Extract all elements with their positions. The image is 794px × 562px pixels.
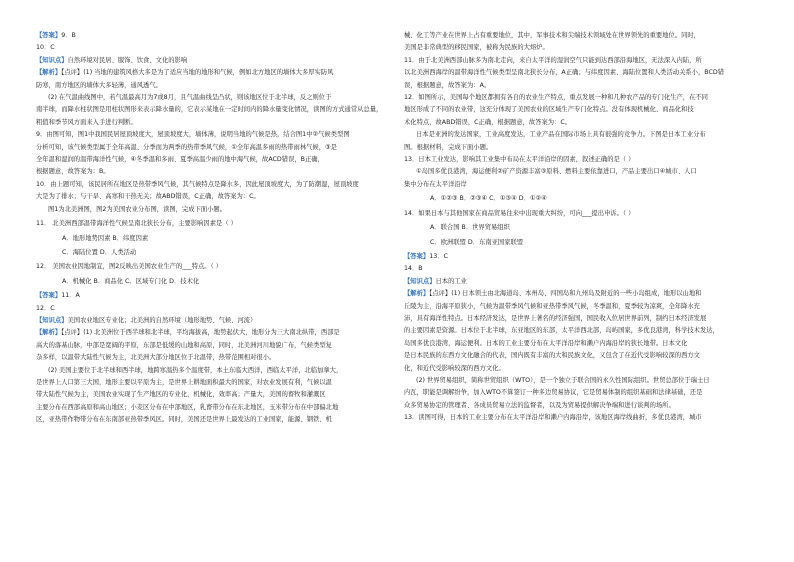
line-text: 岛国多优良港湾，海运便利。日本的工业主要分布在太平洋沿岸和濑户内海沿岸的狭长地带。日本文化 [404, 339, 688, 347]
line-text: 9．B [61, 32, 76, 39]
text-line [404, 67, 768, 79]
line-text: 图。根据材料，完成下面小题。 [404, 143, 493, 151]
text-line [36, 204, 400, 216]
text-line [36, 303, 400, 315]
line-text: A．机械化 B．商品化 C．区域专门化 D．技术化 [62, 277, 200, 285]
section-tag: 【解析】 [404, 290, 430, 298]
text-line [404, 208, 768, 220]
line-text: (2) 在气温曲线图中，若气温最高月为7或8月，且气温曲线呈凸状，则该地区位于北半球，反之则位于 [48, 94, 332, 102]
line-text: 集中分布在太平洋沿岸 [404, 180, 467, 188]
line-text: 防寒，南方地区的墙体大多轻薄，通风透气。 [36, 81, 162, 89]
text-line [36, 276, 400, 288]
section-tag: 【知识点】 [404, 277, 436, 285]
line-text: 众多贸易协定的管理者、各成员贸易立法的监督者，以及为贸易提供解决争端和进行谈判的场所。 [404, 401, 675, 409]
text-line [36, 30, 400, 42]
text-line [404, 301, 768, 313]
text-line [36, 290, 400, 302]
line-text: A．地形地势因素 B．纬度因素 [62, 234, 149, 242]
line-text: 14．如果日本与其他国家在商品贸易往来中出现重大纠纷，可向___提出申诉。（ ） [404, 209, 635, 217]
text-line [404, 288, 768, 300]
section-tag: 【解析】 [36, 329, 62, 337]
text-line [404, 42, 768, 54]
text-line [404, 313, 768, 325]
line-text: 丘陵为主，沿海平原狭小，气候为温带季风气候和亚热带季风气候，冬季温和，夏季较为凉爽，全年降水充 [404, 302, 700, 310]
text-line [404, 30, 768, 42]
line-text: 的主要因素是资源。日本位于北半球，东亚地区的东部，太平洋西北部，岛屿国家，多优良港湾，科学技术发达， [404, 327, 719, 335]
line-text: 日本是亚洲的发达国家，工业高度发达，工业产品在国际市场上具有很强的竞争力。下图是日本工业分布 [416, 131, 706, 139]
right-column [404, 30, 768, 558]
text-line [404, 237, 768, 249]
line-text: 沛，具有海洋性特点。日本经济发达，是世界上著名的经济强国，国民收入位居世界前列，制约日本经济发展 [404, 314, 707, 322]
text-line [404, 117, 768, 129]
text-line [36, 104, 400, 116]
line-text: 带大陆性气候为主，美国农业实现了生产地区的专业化，机械化，效率高；产量大，美国的畜牧和灌溉区 [36, 391, 326, 399]
text-line [404, 400, 768, 412]
text-line [404, 375, 768, 387]
line-text: (2) 美国主要位于北半球和西半球，地跨寒温热多个温度带，本土东临大西洋，西临太平洋，北临加拿大， [48, 366, 343, 374]
text-line [404, 363, 768, 375]
text-line [404, 325, 768, 337]
text-line [404, 55, 768, 67]
line-text: 10．C [36, 44, 55, 52]
text-line [404, 179, 768, 191]
line-text: 误，根据题意，故答案为：A。 [404, 81, 491, 89]
line-text: 11．由于北美洲西部山脉多为南北走向，来自太平洋的湿润空气只能到达西部沿海地区，无法深入内陆，所 [404, 56, 702, 64]
text-line [36, 377, 400, 389]
line-text: 14．B [404, 265, 423, 273]
text-line [36, 92, 400, 104]
line-text: (2) 世界贸易组织，简称世贸组织（WTO），是一个独立于联合国的永久性国际组织。世贸总部位于瑞士日 [416, 376, 710, 384]
line-text: 13．日本工业发达，影响其工业集中布局在太平洋沿岸的因素，叙述正确的是（ ） [404, 156, 635, 164]
text-line [36, 327, 400, 339]
line-text: 【点评】(1) 北美洲位于西半球和北半球，平均海拔高，地势起伏大，地形分为三大南北纵带，西部是 [61, 329, 340, 337]
line-text: 日本的工业 [435, 277, 467, 285]
text-line [36, 261, 400, 273]
text-line [404, 263, 768, 275]
line-text: 10．由上题可知，该民居所在地区是热带季风气候，其气候特点是降水多，因此屋顶坡度大，为了防潮湿，屋顶坡度 [36, 180, 359, 188]
line-text: 根据题意，故答案为：B。 [36, 168, 110, 176]
line-text: 11． 北美洲西部温带海洋性气候呈南北狭长分布，主要影响因素是（ ） [36, 220, 237, 228]
section-tag: 【答案】 [36, 292, 62, 300]
text-line [404, 129, 768, 141]
text-line [36, 117, 400, 129]
line-text: 主要分布在西部高原和高山地区；小麦区分布在中部地区，乳畜带分布在东北地区，玉米带分布在中部偏北地 [36, 403, 339, 411]
text-line [36, 402, 400, 414]
text-line [404, 276, 768, 288]
line-text: 高大的落基山脉，中部是宽阔的平原，东部是低缓的山地和高原，同时，北美洲河川地貌广布，气候类型复 [36, 341, 332, 349]
text-line [36, 55, 400, 67]
section-tag: 【答案】 [404, 252, 430, 260]
text-line [404, 387, 768, 399]
text-line [36, 218, 400, 230]
line-text: 是日本民族的东西方文化融合的代表，国内既有丰富的大和民族文化，又包含了在近代受影响较深的西方文 [404, 352, 700, 360]
text-line [36, 365, 400, 377]
left-column [36, 30, 400, 558]
text-line [36, 233, 400, 245]
line-text: 化，和近代受影响较深的西方文化。 [404, 364, 505, 372]
text-line [404, 92, 768, 104]
line-text: 粗值和季节风方面来入手进行判断。 [36, 118, 137, 126]
line-text: C．欧洲联盟 D．东南亚国家联盟 [430, 238, 524, 246]
line-text: 12．如图所示，美国每个地区都拥有各自的农业生产特点，重点发展一种和几种农产品的专门化生产，在不同 [404, 94, 708, 102]
text-line [36, 340, 400, 352]
line-text: 全年温和湿润的温带海洋性气候，④冬季温和多雨、夏季高温少雨的地中海气候，故ACD错误，B正确， [36, 156, 324, 164]
line-text: 大是为了排水；与干旱、高寒和干热无关；故ABD错误，C正确，故答案为：C。 [36, 193, 260, 201]
line-text: 9．由图可知，图1中我国民居屋顶坡度大，屋顶坡度大，墙体薄，说明当地的气候是热，结合图1中②气候类型图 [36, 131, 350, 139]
text-line [404, 193, 768, 205]
text-line [404, 166, 768, 178]
text-line [36, 129, 400, 141]
text-line [404, 154, 768, 166]
line-text: ①岛国多优良港湾，海运便利②矿产资源丰富③原料、燃料主要依靠进口，产品主要出口④城市、人口 [416, 168, 697, 176]
section-tag: 【答案】 [36, 32, 62, 39]
text-line [36, 389, 400, 401]
line-text: 图1为北美洲图，图2为美国农业分布图，读图，完成下面小题。 [48, 205, 227, 213]
text-line [36, 352, 400, 364]
line-text: C．海陆位置 D．人类活动 [62, 248, 137, 256]
text-line [404, 251, 768, 263]
text-line [404, 412, 768, 424]
text-line [36, 191, 400, 203]
text-line [404, 104, 768, 116]
text-line [36, 315, 400, 327]
line-text: 11．A [61, 292, 80, 300]
line-text: A．联合国 B．世界贸易组织 [430, 224, 510, 232]
line-text: 【点评】(1) 日本领土由北海道岛、本州岛、四国岛和九州岛及附近的一些小岛组成，地形以山地和 [429, 290, 702, 298]
line-text: 13．C [429, 252, 448, 260]
line-text: 内瓦，职能是调解纷争，加入WTO不算签订一种多边贸易协议，它是贸易体制的组织基础和法律基础，还是 [404, 389, 703, 397]
text-line [36, 42, 400, 54]
line-text: 区，亚热带作物带分布在东南部亚热带季风区。同时，美国还是世界上最发达的工业国家，能源、钢铁、机 [36, 416, 332, 424]
line-text: 美国农业地区专业化；北美洲的自然环境（地形地势、气候、河流） [67, 316, 257, 324]
line-text: 械、化工等产业在世界上占有重要地位，其中，军事技术和尖端技术领域处在世界领先的重要地位。同时， [404, 32, 700, 39]
text-line [404, 142, 768, 154]
text-line [36, 414, 400, 426]
line-text: 自然环境对民居、服饰、饮食、文化的影响 [67, 56, 188, 64]
text-line [404, 222, 768, 234]
line-text: 12． 美国农业因地制宜，图2反映出美国农业生产的___特点。（ ） [36, 263, 223, 271]
line-text: 以北美洲西海岸的温带海洋性气候类型呈南北狭长分布，A正确；与纬度因素、海陆位置和人类活动关系小，BCD错 [404, 69, 725, 77]
text-line [36, 80, 400, 92]
text-line [36, 247, 400, 259]
text-line [36, 142, 400, 154]
section-tag: 【知识点】 [36, 316, 68, 324]
line-text: 南半球，而降水柱状图是用柱状图形来表示降水量的，它表示某地在一定时间内的降水量变化情况，读图的方式通常从总量， [36, 106, 383, 114]
line-text: 是世界上人口第三大国，地形主要以平原为主，是世界上耕地面积最大的国家，对农业发展有利，气候以温 [36, 378, 332, 386]
line-text: 地区形成了不同的农业带，这充分体现了美国农业的区域生产专门化特点。没有体现机械化、商品化和技 [404, 106, 694, 114]
line-text: A．①②③ B．②③④ C．①③④ D．①②④ [430, 195, 547, 203]
section-tag: 【知识点】 [36, 56, 68, 64]
line-text: 【点评】(1) 当地的建筑风格大多是为了适应当地的地形和气候，例如北方地区的墙体大多厚实防风 [61, 69, 334, 77]
line-text: 术化特点，故ABD错误，C正确，根据题意，故答案为：C。 [404, 118, 572, 126]
text-line [36, 67, 400, 79]
text-line [36, 154, 400, 166]
line-text: 分析可知，该气候类型属于全年高温、分季而为两季的热带季风气候，①全年高温多雨的热带雨林气候，③是 [36, 143, 337, 151]
text-line [404, 338, 768, 350]
text-line [36, 179, 400, 191]
line-text: 美国是非常典型的移民国家，被称为民族的大熔炉。 [404, 44, 549, 52]
line-text: 杂多样，以温带大陆性气候为主，北美洲大部分地区位于北温带，热带范围相对很小。 [36, 354, 276, 362]
text-line [404, 350, 768, 362]
text-line [36, 166, 400, 178]
text-line [404, 80, 768, 92]
line-text: 13．读图可得，日本的工业主要分布在太平洋沿岸和濑户内海沿岸，该地区海岸线曲折，多优良港湾，城市 [404, 414, 702, 422]
line-text: 12．C [36, 304, 55, 312]
section-tag: 【解析】 [36, 69, 62, 77]
